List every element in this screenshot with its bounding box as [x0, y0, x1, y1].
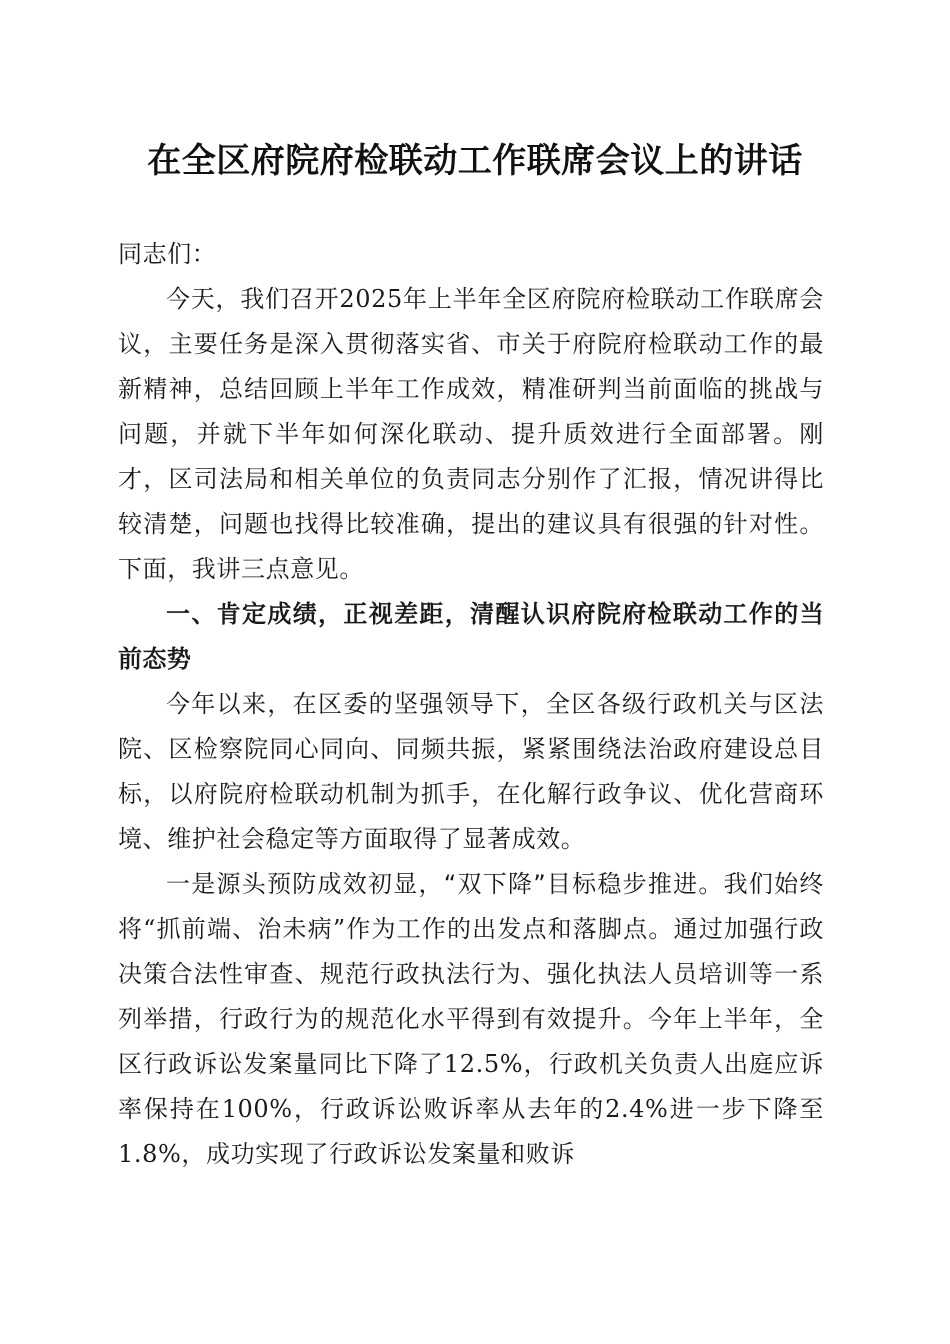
- point-1-body: 我们始终将“抓前端、治未病”作为工作的出发点和落脚点。通过加强行政决策合法性审查、规范行政执法行为、强化执法人员培训等一系列举措，行政行为的规范化水平得到有效提升。今年上半年，全区行政诉讼发案量同比下降了12.5%，行政机关负责人出庭应诉率保持在100%，行政诉讼败诉率从去年的2.4%进一步下降至1.8%，成功实现了行政诉讼发案量和败诉: [118, 870, 824, 1168]
- section-1-paragraph: 今年以来，在区委的坚强领导下，全区各级行政机关与区法院、区检察院同心同向、同频共振，紧紧围绕法治政府建设总目标，以府院府检联动机制为抓手，在化解行政争议、优化营商环境、维护社会稳定等方面取得了显著成效。: [118, 690, 824, 853]
- point-1-paragraph: [118, 862, 824, 1177]
- salutation: 同志们：: [118, 240, 217, 268]
- intro-paragraph: 今天，我们召开2025年上半年全区府院府检联动工作联席会议，主要任务是深入贯彻落实省、市关于府院府检联动工作的最新精神，总结回顾上半年工作成效，精准研判当前面临的挑战与问题，并就下半年如何深化联动、提升质效进行全面部署。刚才，区司法局和相关单位的负责同志分别作了汇报，情况讲得比较清楚，问题也找得比较准确，提出的建议具有很强的针对性。下面，我讲三点意见。: [118, 285, 824, 583]
- document-title: 在全区府院府检联动工作联席会议上的讲话: [147, 141, 803, 181]
- document-body: [118, 232, 824, 1177]
- section-heading-1: 一、肯定成绩，正视差距，清醒认识府院府检联动工作的当前态势: [118, 600, 824, 673]
- point-1-lead: 一是源头预防成效初显，“双下降”目标稳步推进。: [166, 870, 724, 898]
